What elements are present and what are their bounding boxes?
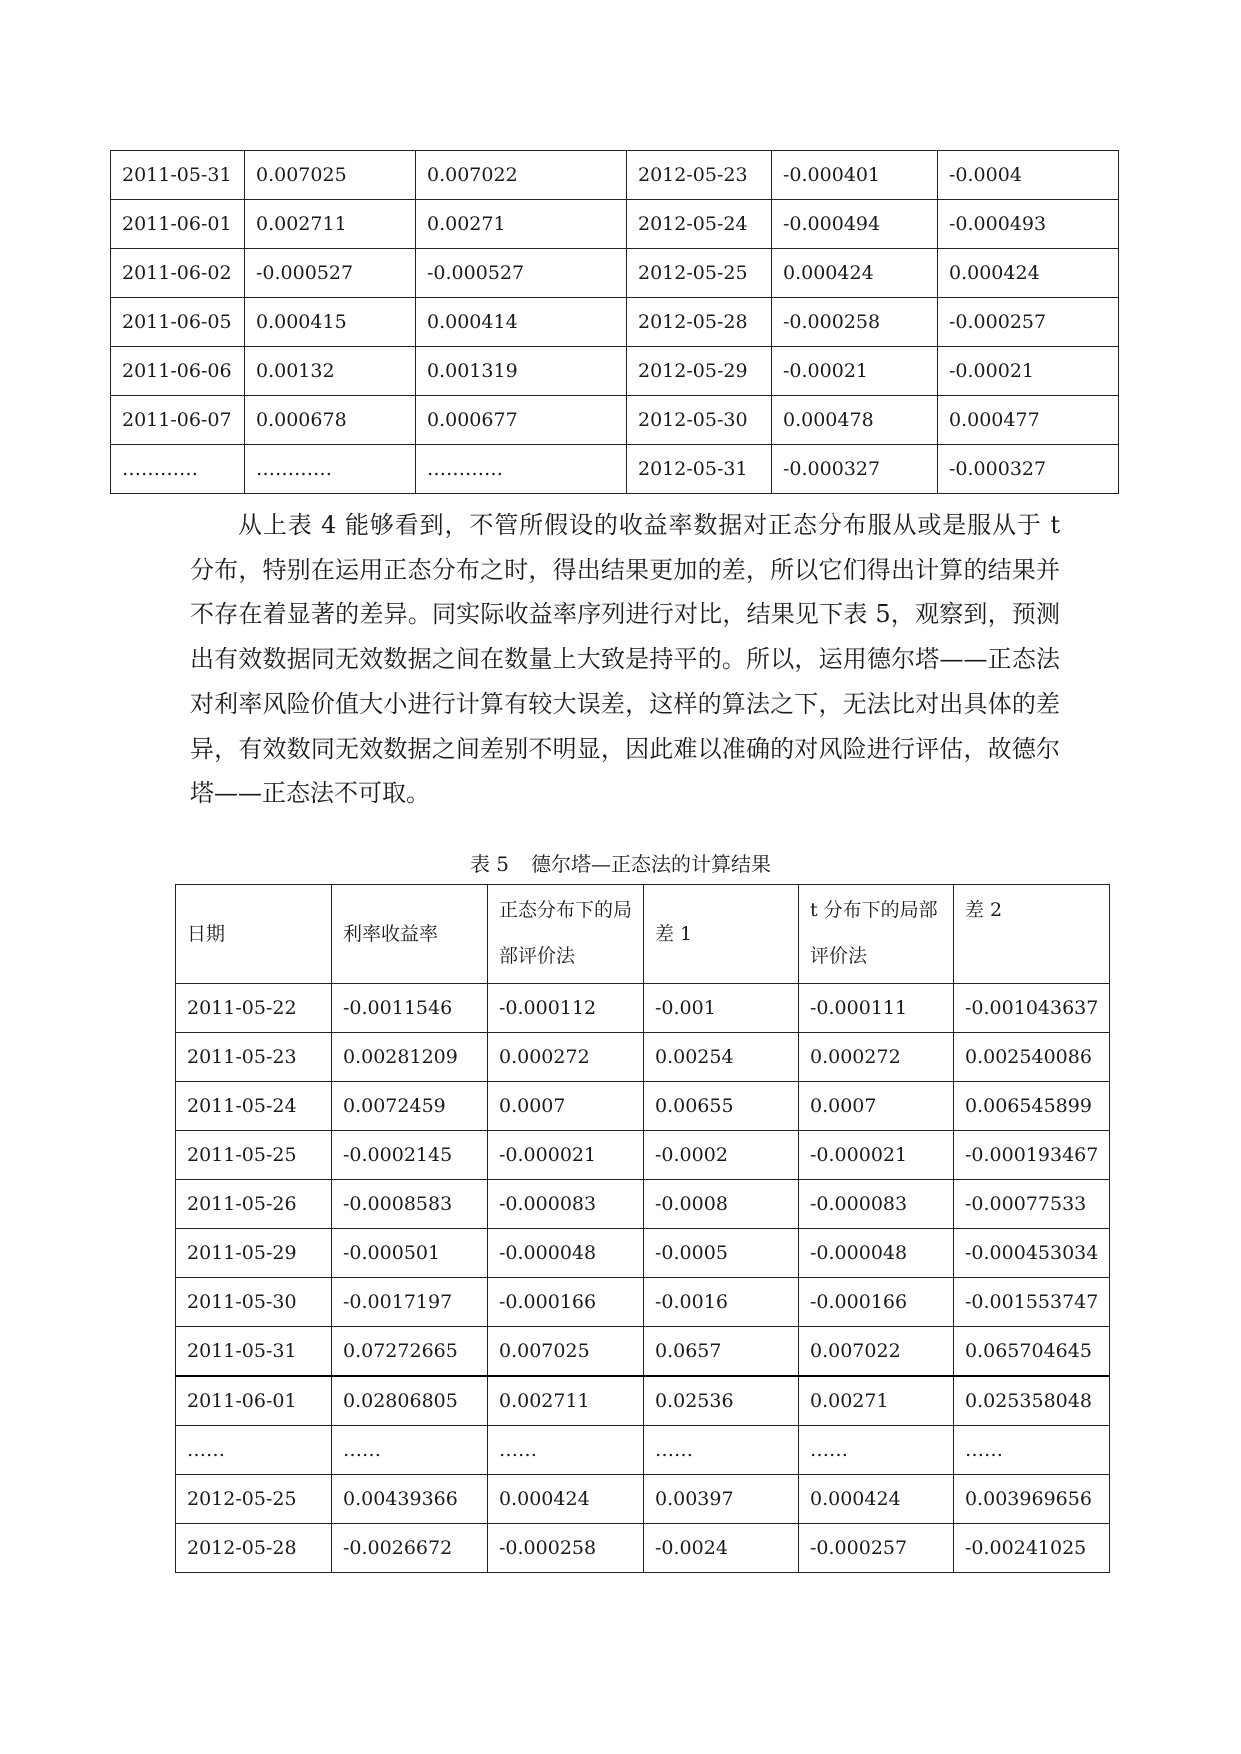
table-cell: -0.000166 xyxy=(488,1278,644,1327)
table-cell: 0.00655 xyxy=(644,1082,799,1131)
table-cell: 0.000424 xyxy=(772,249,938,298)
table-cell: -0.000327 xyxy=(938,445,1119,494)
table-cell: -0.0024 xyxy=(644,1524,799,1573)
data-table-5 xyxy=(175,884,1110,1573)
table-cell: -0.0002145 xyxy=(332,1131,488,1180)
table-cell: 2011-05-22 xyxy=(176,984,332,1033)
table5-number: 表 5 xyxy=(469,852,510,876)
table-cell: 0.065704645 xyxy=(954,1327,1110,1377)
table-row xyxy=(176,1524,1110,1573)
table-cell: -0.000193467 xyxy=(954,1131,1110,1180)
table-cell: 0.007025 xyxy=(245,151,416,200)
header-normal-local-valuation: 正态分布下的局部评价法 xyxy=(488,885,644,984)
table-cell: 2011-06-06 xyxy=(111,347,245,396)
table-cell: 0.000677 xyxy=(416,396,627,445)
table-cell: …… xyxy=(799,1426,954,1475)
table-cell: …… xyxy=(954,1426,1110,1475)
table-cell: 0.02806805 xyxy=(332,1376,488,1426)
table-cell: …… xyxy=(332,1426,488,1475)
table-row xyxy=(111,298,1119,347)
table-cell: 2011-06-01 xyxy=(111,200,245,249)
table-cell: 0.0007 xyxy=(488,1082,644,1131)
table-cell: -0.000021 xyxy=(488,1131,644,1180)
table-cell: 0.00439366 xyxy=(332,1475,488,1524)
table5-caption xyxy=(0,848,1241,877)
table-cell: 0.0007 xyxy=(799,1082,954,1131)
table-cell: 2012-05-31 xyxy=(627,445,772,494)
table-cell: 0.006545899 xyxy=(954,1082,1110,1131)
table-row xyxy=(111,151,1119,200)
table-cell: 0.003969656 xyxy=(954,1475,1110,1524)
table-cell: -0.000021 xyxy=(799,1131,954,1180)
table-cell: ………… xyxy=(245,445,416,494)
table-cell: 0.002540086 xyxy=(954,1033,1110,1082)
table-row xyxy=(176,1376,1110,1426)
table-cell: ………… xyxy=(111,445,245,494)
table-cell: 0.000414 xyxy=(416,298,627,347)
table-cell: -0.000111 xyxy=(799,984,954,1033)
table-row xyxy=(111,200,1119,249)
table-cell: -0.000494 xyxy=(772,200,938,249)
table-cell: -0.0005 xyxy=(644,1229,799,1278)
table-cell: 0.000424 xyxy=(938,249,1119,298)
table-cell: -0.000258 xyxy=(772,298,938,347)
table-row xyxy=(176,1475,1110,1524)
table-cell: -0.000083 xyxy=(488,1180,644,1229)
table-cell: 2011-05-31 xyxy=(111,151,245,200)
table-cell: -0.00021 xyxy=(772,347,938,396)
table-cell: -0.0008583 xyxy=(332,1180,488,1229)
header-t-local-valuation: t 分布下的局部评价法 xyxy=(799,885,954,984)
table-cell: -0.00077533 xyxy=(954,1180,1110,1229)
table-row xyxy=(176,1033,1110,1082)
table-cell: 2011-05-31 xyxy=(176,1327,332,1377)
table-cell: -0.000048 xyxy=(799,1229,954,1278)
table-cell: 2012-05-24 xyxy=(627,200,772,249)
table-cell: 2011-06-05 xyxy=(111,298,245,347)
data-table-4-continued xyxy=(110,150,1119,494)
table-cell: 0.00254 xyxy=(644,1033,799,1082)
table-cell: 2011-05-26 xyxy=(176,1180,332,1229)
table-cell: -0.001043637 xyxy=(954,984,1110,1033)
table-row xyxy=(176,1229,1110,1278)
table-cell: 0.00132 xyxy=(245,347,416,396)
table-cell: -0.000048 xyxy=(488,1229,644,1278)
table-cell: …… xyxy=(488,1426,644,1475)
table-cell: 0.07272665 xyxy=(332,1327,488,1377)
table-cell: -0.000166 xyxy=(799,1278,954,1327)
header-date: 日期 xyxy=(176,885,332,984)
table-row xyxy=(111,347,1119,396)
table-cell: 2011-05-29 xyxy=(176,1229,332,1278)
table-cell: 0.000272 xyxy=(488,1033,644,1082)
table-cell: 2011-05-24 xyxy=(176,1082,332,1131)
table-cell: 0.0072459 xyxy=(332,1082,488,1131)
table-row xyxy=(176,1082,1110,1131)
table-cell: 0.000272 xyxy=(799,1033,954,1082)
table-cell: -0.000258 xyxy=(488,1524,644,1573)
table-cell: 0.001319 xyxy=(416,347,627,396)
table-cell: 0.000478 xyxy=(772,396,938,445)
table-cell: 2011-05-25 xyxy=(176,1131,332,1180)
table-cell: …… xyxy=(176,1426,332,1475)
table5-body xyxy=(176,984,1110,1573)
table-cell: -0.000453034 xyxy=(954,1229,1110,1278)
table-row xyxy=(176,1131,1110,1180)
header-diff-2: 差 2 xyxy=(954,885,1110,984)
table-cell: 2012-05-30 xyxy=(627,396,772,445)
table-cell: -0.0004 xyxy=(938,151,1119,200)
table-cell: -0.000493 xyxy=(938,200,1119,249)
header-rate-return: 利率收益率 xyxy=(332,885,488,984)
table-cell: -0.000112 xyxy=(488,984,644,1033)
table-cell: -0.0011546 xyxy=(332,984,488,1033)
table-cell: 0.000415 xyxy=(245,298,416,347)
table-cell: -0.000257 xyxy=(799,1524,954,1573)
table-cell: ………… xyxy=(416,445,627,494)
table-cell: 0.000424 xyxy=(488,1475,644,1524)
table-cell: -0.000527 xyxy=(416,249,627,298)
table-cell: …… xyxy=(644,1426,799,1475)
table5-title: 德尔塔—正态法的计算结果 xyxy=(531,852,772,876)
table4-body xyxy=(111,151,1119,494)
table-cell: 2011-05-23 xyxy=(176,1033,332,1082)
table-cell: -0.0016 xyxy=(644,1278,799,1327)
table-row xyxy=(176,1426,1110,1475)
header-diff-1: 差 1 xyxy=(644,885,799,984)
table-row xyxy=(111,249,1119,298)
table-cell: 2012-05-28 xyxy=(176,1524,332,1573)
table-cell: -0.000083 xyxy=(799,1180,954,1229)
table-cell: -0.0026672 xyxy=(332,1524,488,1573)
table-cell: -0.000501 xyxy=(332,1229,488,1278)
table-row xyxy=(176,1278,1110,1327)
table-cell: 0.025358048 xyxy=(954,1376,1110,1426)
table-cell: 2011-06-07 xyxy=(111,396,245,445)
table-cell: 0.007025 xyxy=(488,1327,644,1377)
table-cell: -0.000401 xyxy=(772,151,938,200)
table-cell: 0.00281209 xyxy=(332,1033,488,1082)
table-cell: 0.00397 xyxy=(644,1475,799,1524)
table-cell: -0.00241025 xyxy=(954,1524,1110,1573)
table-cell: 0.000678 xyxy=(245,396,416,445)
analysis-paragraph: 从上表 4 能够看到，不管所假设的收益率数据对正态分布服从或是服从于 t 分布，特别在运用正态分布之时，得出结果更加的差，所以它们得出计算的结果并不存在着显著的差异。同实际收益率序列进行对比，结果见下表 5，观察到，预测出有效数据同无效数据之间在数量上大致是持平的。所以，运用德尔塔——正态法对利率风险价值大小进行计算有较大误差，这样的算法之下，无法比对出具体的差异，有效数同无效数据之间差别不明显，因此难以准确的对风险进行评估，故德尔塔——正态法不可取。 xyxy=(190,511,1060,808)
table-cell: 2011-05-30 xyxy=(176,1278,332,1327)
table-cell: 0.000477 xyxy=(938,396,1119,445)
table-cell: -0.0017197 xyxy=(332,1278,488,1327)
table-row xyxy=(176,984,1110,1033)
table-cell: 2012-05-29 xyxy=(627,347,772,396)
table-cell: 2012-05-25 xyxy=(176,1475,332,1524)
table-cell: 2012-05-23 xyxy=(627,151,772,200)
table-cell: -0.000527 xyxy=(245,249,416,298)
table-cell: 0.0657 xyxy=(644,1327,799,1377)
table-cell: 0.00271 xyxy=(416,200,627,249)
table-cell: 0.002711 xyxy=(488,1376,644,1426)
table-row xyxy=(176,1327,1110,1377)
table-cell: 0.007022 xyxy=(799,1327,954,1377)
table-cell: 2011-06-01 xyxy=(176,1376,332,1426)
table-cell: -0.001553747 xyxy=(954,1278,1110,1327)
table-cell: 2012-05-28 xyxy=(627,298,772,347)
table-cell: 0.000424 xyxy=(799,1475,954,1524)
table-row xyxy=(176,1180,1110,1229)
table-cell: 2011-06-02 xyxy=(111,249,245,298)
table-cell: -0.000327 xyxy=(772,445,938,494)
table-cell: -0.00021 xyxy=(938,347,1119,396)
table-cell: -0.000257 xyxy=(938,298,1119,347)
table-cell: 0.02536 xyxy=(644,1376,799,1426)
table-row xyxy=(111,396,1119,445)
table-cell: -0.0002 xyxy=(644,1131,799,1180)
table-cell: -0.0008 xyxy=(644,1180,799,1229)
table5-header-row xyxy=(176,885,1110,984)
table-cell: 0.002711 xyxy=(245,200,416,249)
table-cell: 2012-05-25 xyxy=(627,249,772,298)
table-cell: 0.00271 xyxy=(799,1376,954,1426)
table-cell: -0.001 xyxy=(644,984,799,1033)
table-row xyxy=(111,445,1119,494)
table-cell: 0.007022 xyxy=(416,151,627,200)
